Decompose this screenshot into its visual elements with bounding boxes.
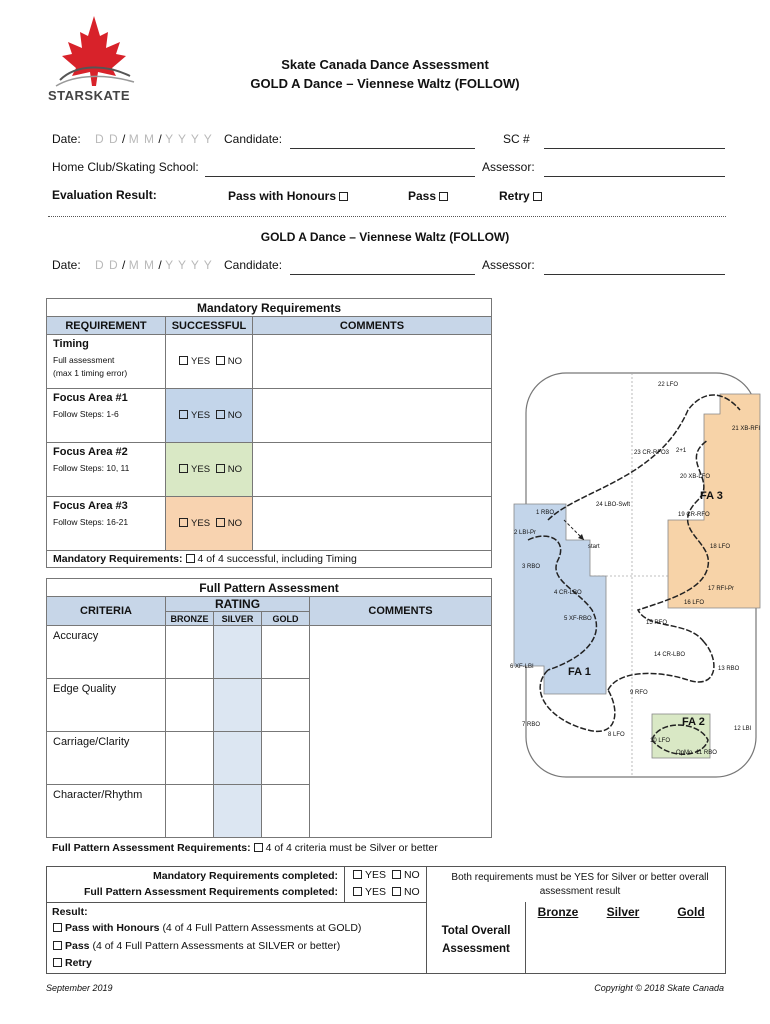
table-row xyxy=(47,626,492,679)
yes-checkbox[interactable] xyxy=(179,356,188,365)
result-retry[interactable]: Retry xyxy=(50,957,92,969)
pass-checkbox[interactable] xyxy=(439,192,448,201)
full-pattern-footer-checkbox[interactable] xyxy=(254,843,263,852)
date-slash: / xyxy=(158,258,162,272)
gold-cell[interactable] xyxy=(262,785,310,838)
date-month-placeholder: M M xyxy=(128,258,156,272)
pass-label: Pass xyxy=(408,189,437,203)
col-requirement: REQUIREMENT xyxy=(47,317,166,335)
logo-text: STARSKATE xyxy=(48,88,131,103)
date-day-placeholder: D D xyxy=(95,258,119,272)
yes-checkbox[interactable] xyxy=(353,870,362,879)
retry-checkbox[interactable] xyxy=(53,958,62,967)
no-checkbox[interactable] xyxy=(216,356,225,365)
step-label: 21 XB-RFI xyxy=(732,426,761,432)
col-silver: SILVER xyxy=(214,612,262,626)
col-rating: RATING xyxy=(166,597,310,612)
date-label: Date: xyxy=(52,132,81,146)
step-label: 6 XF-LBI xyxy=(510,664,534,670)
requirement-title: Focus Area #1 xyxy=(53,392,128,404)
overall-silver[interactable]: Silver xyxy=(606,905,640,919)
summary-divider-v1 xyxy=(344,866,345,902)
pass-honours-label: Pass with Honours xyxy=(228,189,337,203)
step-label: 2+1 xyxy=(676,448,687,454)
silver-cell[interactable] xyxy=(214,679,262,732)
silver-cell[interactable] xyxy=(214,785,262,838)
table-row xyxy=(47,389,492,443)
starskate-logo xyxy=(46,14,142,106)
comments-cell[interactable] xyxy=(253,335,492,389)
fa3-yes-no[interactable]: YES NO xyxy=(166,497,253,551)
gold-cell[interactable] xyxy=(262,732,310,785)
fa2-yes-no[interactable]: YES NO xyxy=(166,443,253,497)
fa1-yes-no[interactable]: YES NO xyxy=(166,389,253,443)
date-slash: / xyxy=(158,132,162,146)
criteria-carriage: Carriage/Clarity xyxy=(47,732,166,785)
step-label: 5 XF-RBO xyxy=(564,616,592,622)
candidate-label-2: Candidate: xyxy=(224,258,283,272)
col-successful: SUCCESSFUL xyxy=(166,317,253,335)
retry-option[interactable] xyxy=(499,189,545,203)
mandatory-completed-label: Mandatory Requirements completed: xyxy=(153,870,338,882)
bronze-cell[interactable] xyxy=(166,626,214,679)
footer-date: September 2019 xyxy=(46,983,113,993)
step-label: 13 RBO xyxy=(718,666,740,672)
requirement-sub: Full assessment (max 1 timing error) xyxy=(53,355,128,378)
fa3-label: FA 3 xyxy=(700,490,723,502)
criteria-character: Character/Rhythm xyxy=(47,785,166,838)
requirement-sub: Follow Steps: 10, 11 xyxy=(53,463,130,473)
total-overall-label: Total Overall Assessment xyxy=(441,925,511,955)
timing-yes-no[interactable]: YES NO xyxy=(166,335,253,389)
col-comments: COMMENTS xyxy=(253,317,492,335)
requirement-title: Focus Area #2 xyxy=(53,446,128,458)
no-checkbox[interactable] xyxy=(216,464,225,473)
result-pass-honours[interactable]: Pass with Honours (4 of 4 Full Pattern Assessments at GOLD) xyxy=(50,922,361,934)
date-year-placeholder: Y Y Y Y xyxy=(165,258,213,272)
step-label: 11 RBO xyxy=(696,750,717,756)
date-month-placeholder: M M xyxy=(128,132,156,146)
step-label: 12 LBI xyxy=(734,726,752,732)
step-label: 16 LFO xyxy=(684,600,705,606)
step-label: 14 CR-LBO xyxy=(654,652,686,658)
overall-gold[interactable]: Gold xyxy=(677,905,705,919)
yes-checkbox[interactable] xyxy=(179,464,188,473)
step-label: 7 RBO xyxy=(522,722,541,728)
step-label: 19 CR-RFO xyxy=(678,512,710,518)
retry-label: Retry xyxy=(499,189,530,203)
date-day-placeholder: D D xyxy=(95,132,119,146)
yes-checkbox[interactable] xyxy=(353,887,362,896)
col-comments: COMMENTS xyxy=(310,597,492,626)
overall-bronze[interactable]: Bronze xyxy=(537,905,579,919)
fa2-label: FA 2 xyxy=(682,716,705,728)
step-label: 3 RBO xyxy=(522,564,541,570)
step-label: 23 CR-RFO3 xyxy=(634,450,670,456)
bronze-cell[interactable] xyxy=(166,732,214,785)
yes-checkbox[interactable] xyxy=(179,410,188,419)
gold-cell[interactable] xyxy=(262,679,310,732)
silver-cell[interactable] xyxy=(214,626,262,679)
start-label: start xyxy=(588,544,600,550)
summary-divider-v3 xyxy=(525,902,526,974)
requirement-title: Focus Area #3 xyxy=(53,500,128,512)
mandatory-yes-no[interactable]: YES NO xyxy=(350,869,420,881)
yes-checkbox[interactable] xyxy=(179,518,188,527)
full-completed-label: Full Pattern Assessment Requirements completed: xyxy=(83,886,338,898)
pattern-diagram xyxy=(508,370,766,782)
step-label: 2 LBI-Pr xyxy=(514,530,537,536)
date-field-2[interactable] xyxy=(95,258,213,272)
mandatory-footer-checkbox[interactable] xyxy=(186,554,195,563)
mandatory-requirements-table xyxy=(46,298,492,568)
requirement-sub: Follow Steps: 16-21 xyxy=(53,517,129,527)
result-label: Result: xyxy=(52,906,88,918)
step-label: 17 RFI-Pr xyxy=(708,586,735,592)
step-label: 8 LFO xyxy=(608,732,625,738)
mandatory-footer: Mandatory Requirements: 4 of 4 successful, including Timing xyxy=(47,551,492,568)
summary-note: Both requirements must be YES for Silver or better overall assessment result xyxy=(451,872,709,897)
no-checkbox[interactable] xyxy=(392,870,401,879)
pass-honours-checkbox[interactable] xyxy=(53,923,62,932)
step-label: 1 RBO xyxy=(536,510,555,516)
sc-field[interactable] xyxy=(544,148,725,149)
no-checkbox[interactable] xyxy=(392,887,401,896)
club-label: Home Club/Skating School: xyxy=(52,160,199,174)
step-label: 15 RFO xyxy=(646,620,668,626)
footer-copyright: Copyright © 2018 Skate Canada xyxy=(594,983,724,993)
page-subtitle: GOLD A Dance – Viennese Waltz (FOLLOW) xyxy=(250,76,520,91)
full-pattern-footer: Full Pattern Assessment Requirements: 4 of 4 criteria must be Silver or better xyxy=(52,842,438,854)
criteria-accuracy: Accuracy xyxy=(47,626,166,679)
date-field[interactable] xyxy=(95,132,213,146)
step-label: 22 LFO xyxy=(658,382,679,388)
assessor-label: Assessor: xyxy=(482,160,535,174)
col-gold: GOLD xyxy=(262,612,310,626)
pass-option[interactable] xyxy=(408,189,451,203)
section-title: GOLD A Dance – Viennese Waltz (FOLLOW) xyxy=(260,230,510,244)
pass-honours-option[interactable] xyxy=(228,189,351,203)
club-field[interactable] xyxy=(205,176,475,177)
criteria-edge-quality: Edge Quality xyxy=(47,679,166,732)
col-criteria: CRITERIA xyxy=(47,597,166,626)
sc-label: SC # xyxy=(503,132,530,146)
silver-cell[interactable] xyxy=(214,732,262,785)
full-pattern-table xyxy=(46,578,492,838)
comments-cell[interactable] xyxy=(253,497,492,551)
step-label: 10 LFO xyxy=(650,738,671,744)
table-row xyxy=(47,443,492,497)
no-checkbox[interactable] xyxy=(216,518,225,527)
summary-divider-h xyxy=(46,902,426,903)
pass-checkbox[interactable] xyxy=(53,941,62,950)
page-title: Skate Canada Dance Assessment xyxy=(281,57,489,72)
candidate-field-2[interactable] xyxy=(290,274,475,275)
table-row xyxy=(47,335,492,389)
step-label: 9 RFO xyxy=(630,690,648,696)
date-slash: / xyxy=(122,132,126,146)
requirement-sub: Follow Steps: 1-6 xyxy=(53,409,119,419)
no-checkbox[interactable] xyxy=(216,410,225,419)
table-row xyxy=(47,497,492,551)
result-pass[interactable]: Pass (4 of 4 Full Pattern Assessments at SILVER or better) xyxy=(50,940,340,952)
bronze-cell[interactable] xyxy=(166,679,214,732)
col-bronze: BRONZE xyxy=(166,612,214,626)
date-label-2: Date: xyxy=(52,258,81,272)
candidate-field[interactable] xyxy=(290,148,475,149)
evaluation-result-label: Evaluation Result: xyxy=(52,188,157,202)
assessor-field[interactable] xyxy=(544,176,725,177)
comments-cell[interactable] xyxy=(253,389,492,443)
date-year-placeholder: Y Y Y Y xyxy=(165,132,213,146)
fa1-label: FA 1 xyxy=(568,666,591,678)
summary-divider-v2 xyxy=(426,866,427,974)
full-pattern-title: Full Pattern Assessment xyxy=(47,579,492,597)
pass-honours-checkbox[interactable] xyxy=(339,192,348,201)
step-label: 24 LBO-Swft xyxy=(596,502,631,508)
date-slash: / xyxy=(122,258,126,272)
step-label: 18 LFO xyxy=(710,544,731,550)
cut-line xyxy=(48,216,726,217)
full-yes-no[interactable]: YES NO xyxy=(350,886,420,898)
step-label: 20 XB-LFO xyxy=(680,474,711,480)
comments-cell[interactable] xyxy=(310,626,492,838)
candidate-label: Candidate: xyxy=(224,132,283,146)
step-label: 4 CR-LBO xyxy=(554,590,582,596)
requirement-title: Timing xyxy=(53,338,89,350)
mandatory-title: Mandatory Requirements xyxy=(47,299,492,317)
retry-checkbox[interactable] xyxy=(533,192,542,201)
assessor-field-2[interactable] xyxy=(544,274,725,275)
assessor-label-2: Assessor: xyxy=(482,258,535,272)
step-label: OpMo xyxy=(676,750,693,756)
comments-cell[interactable] xyxy=(253,443,492,497)
bronze-cell[interactable] xyxy=(166,785,214,838)
gold-cell[interactable] xyxy=(262,626,310,679)
